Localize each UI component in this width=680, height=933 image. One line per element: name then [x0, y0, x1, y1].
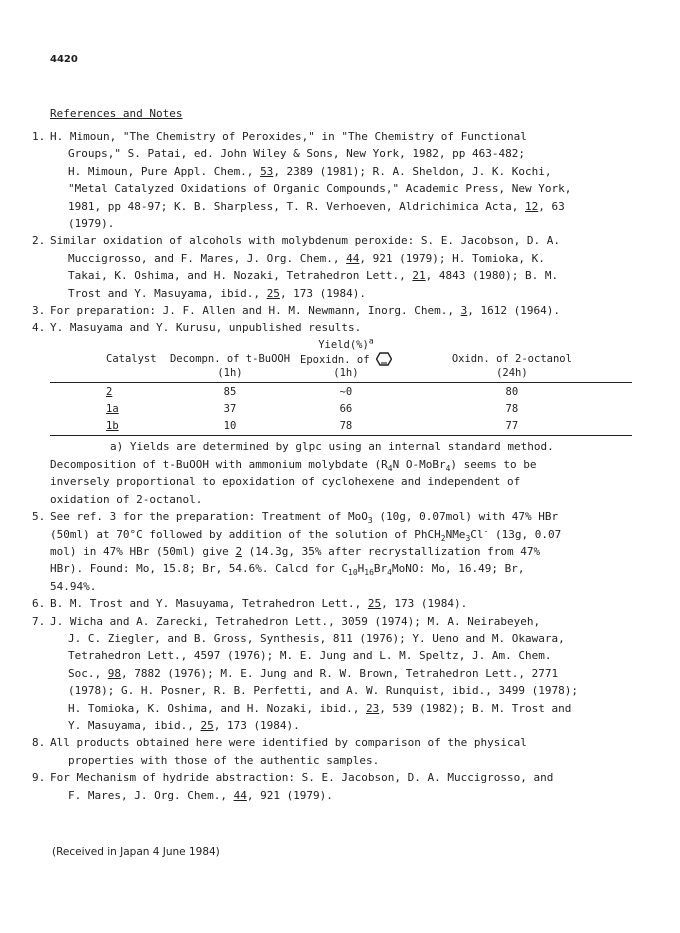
reference-7	[32, 613, 652, 735]
section-title: References and Notes	[50, 107, 183, 120]
catalyst-cell: 1b	[50, 417, 160, 436]
reference-number: 8.	[32, 736, 46, 750]
reference-number: 6.	[32, 597, 46, 611]
text-line: Groups," S. Patai, ed. John Wiley & Sons, New York, 1982, pp 463-482;	[68, 147, 525, 161]
volume-number: 25	[266, 286, 280, 300]
reference-2	[32, 232, 652, 302]
yield-header: Yield(%)$^a$	[318, 336, 374, 351]
text-line: (1979).	[68, 217, 115, 231]
compound-number: 2	[235, 544, 243, 558]
text-line: "Metal Catalyzed Oxidations of Organic Compounds," Academic Press, New York,	[68, 182, 572, 196]
text-line: For preparation: J. F. Allen and H. M. Newmann, Inorg. Chem., 3, 1612 (1964).	[50, 304, 560, 318]
column-subheader: (1h)	[160, 367, 300, 383]
column-subheader: (1h)	[300, 367, 392, 383]
table-row	[50, 417, 632, 436]
reference-text	[50, 613, 652, 735]
text-line: inversely proportional to epoxidation of cyclohexene and independent of	[50, 475, 521, 489]
volume-number: 98	[107, 666, 121, 680]
reference-8	[32, 734, 652, 769]
text-line: Takai, K. Oshima, and H. Nozaki, Tetrahedron Lett., 21, 4843 (1980); B. M.	[68, 269, 559, 283]
reference-4	[32, 319, 652, 508]
reference-3	[32, 302, 652, 319]
text-line: For Mechanism of hydride abstraction: S. E. Jacobson, D. A. Muccigrosso, and	[50, 771, 554, 785]
table-cell: 78	[300, 417, 392, 436]
reference-number: 3.	[32, 304, 46, 318]
table-cell: 66	[339, 403, 353, 416]
table-cell: 77	[392, 417, 632, 436]
text-line: Similar oxidation of alcohols with molybdenum peroxide: S. E. Jacobson, D. A.	[50, 234, 560, 248]
cyclohexene-icon	[376, 352, 392, 366]
column-header-decomposition: Decompn. of t-BuOOH	[169, 352, 291, 365]
reference-text	[50, 595, 652, 612]
volume-number: 25	[367, 597, 382, 611]
column-header-oxidation: Oxidn. of 2-octanol	[451, 352, 572, 365]
text-line: mol) in 47% HBr (50ml) give 2 (14.3g, 35% after recrystallization from 47%	[50, 544, 541, 558]
text-line: (50ml) at 70°C followed by addition of the solution of PhCH$_2$NMe$_3$Cl- (13g, 0.07	[50, 525, 562, 543]
volume-number: 21	[412, 269, 426, 283]
text-line: 1981, pp 48-97; K. B. Sharpless, T. R. Verhoeven, Aldrichimica Acta, 12, 63	[68, 199, 565, 213]
volume-number: 44	[233, 788, 247, 802]
reference-6	[32, 595, 652, 612]
text-line: J. C. Ziegler, and B. Gross, Synthesis, 811 (1976); Y. Ueno and M. Okawara,	[68, 631, 565, 645]
column-subheader: (24h)	[392, 367, 632, 383]
text-line: properties with those of the authentic samples.	[68, 753, 380, 767]
table-row	[50, 400, 632, 417]
table-cell: 78	[505, 403, 519, 416]
text-line: Tetrahedron Lett., 4597 (1976); M. E. Jung and L. M. Speltz, J. Am. Chem.	[68, 649, 552, 663]
table-row	[50, 382, 632, 400]
volume-number: 12	[524, 199, 539, 213]
reference-text	[50, 302, 652, 319]
table-footnote: a) Yields are determined by glpc using an internal standard method.	[110, 439, 554, 453]
received-date: (Received in Japan 4 June 1984)	[52, 846, 220, 858]
table-cell: 80	[505, 386, 519, 399]
volume-number: 23	[366, 701, 380, 715]
text-line: H. Mimoun, "The Chemistry of Peroxides," in "The Chemistry of Functional	[50, 130, 527, 143]
text-line: 54.94%.	[50, 579, 97, 593]
references-list	[32, 128, 652, 804]
text-line: Trost and Y. Masuyama, ibid., 25, 173 (1984).	[68, 286, 367, 300]
table-cell: 85	[223, 386, 237, 399]
text-line: Decomposition of t-BuOOH with ammonium molybdate ($R_4N$ O-MoBr$_4$) seems to be	[50, 457, 537, 474]
reference-text	[50, 128, 652, 232]
text-line: Y. Masuyama and Y. Kurusu, unpublished results.	[50, 321, 362, 335]
volume-number: 44	[346, 251, 360, 265]
reference-number: 4.	[32, 321, 46, 335]
reference-1	[32, 128, 652, 232]
text-line: All products obtained here were identified by comparison of the physical	[50, 736, 527, 750]
column-header-epoxidation: Epoxidn. of	[300, 352, 392, 367]
reference-9	[32, 769, 652, 804]
reference-text	[50, 734, 652, 769]
table-cell: 10	[160, 417, 300, 436]
volume-number: 3	[460, 304, 468, 318]
column-header-catalyst: Catalyst	[106, 352, 157, 365]
text-line: B. M. Trost and Y. Masuyama, Tetrahedron Lett., 25, 173 (1984).	[50, 597, 468, 611]
text-line: Muccigrosso, and F. Mares, J. Org. Chem., 44, 921 (1979); H. Tomioka, K.	[68, 251, 545, 265]
reference-number: 7.	[32, 614, 46, 628]
reference-text	[50, 319, 652, 508]
text-line: F. Mares, J. Org. Chem., 44, 921 (1979).	[68, 788, 333, 802]
text-line: H. Tomioka, K. Oshima, and H. Nozaki, ibid., 23, 539 (1982); B. M. Trost and	[68, 701, 572, 715]
reference-5	[32, 508, 652, 595]
yield-table	[50, 336, 632, 436]
reference-number: 9.	[32, 771, 46, 785]
page-number: 4420	[50, 54, 78, 65]
table-cell: ~0	[339, 386, 353, 399]
text-line: (1978); G. H. Posner, R. B. Perfetti, and A. W. Runquist, ibid., 3499 (1978);	[68, 684, 578, 698]
reference-text	[50, 232, 652, 302]
reference-text	[50, 769, 652, 804]
text-line: HBr). Found: Mo, 15.8; Br, 54.6%. Calcd for $C_{10}H_{16}Br_4MoNO$: Mo, 16.49; Br,	[50, 562, 525, 578]
reference-number: 5.	[32, 510, 46, 524]
reference-number: 1.	[32, 130, 46, 143]
text-line: J. Wicha and A. Zarecki, Tetrahedron Lett., 3059 (1974); M. A. Neirabeyeh,	[50, 614, 541, 628]
text-line: Y. Masuyama, ibid., 25, 173 (1984).	[68, 718, 300, 732]
table-cell: 37	[223, 403, 237, 416]
reference-number: 2.	[32, 234, 46, 248]
catalyst-cell: 1a	[106, 403, 119, 416]
reference-text	[50, 508, 652, 595]
volume-number: 25	[200, 718, 214, 732]
volume-number: 53	[260, 164, 274, 178]
catalyst-cell: 2	[106, 386, 113, 399]
text-line: Soc., 98, 7882 (1976); M. E. Jung and R. W. Brown, Tetrahedron Lett., 2771	[68, 666, 559, 680]
text-line: See ref. 3 for the preparation: Treatment of MoO$_3$ (10g, 0.07mol) with 47% HBr	[50, 510, 559, 526]
text-line: oxidation of 2-octanol.	[50, 492, 203, 506]
text-line: H. Mimoun, Pure Appl. Chem., 53, 2389 (1981); R. A. Sheldon, J. K. Kochi,	[68, 164, 552, 178]
